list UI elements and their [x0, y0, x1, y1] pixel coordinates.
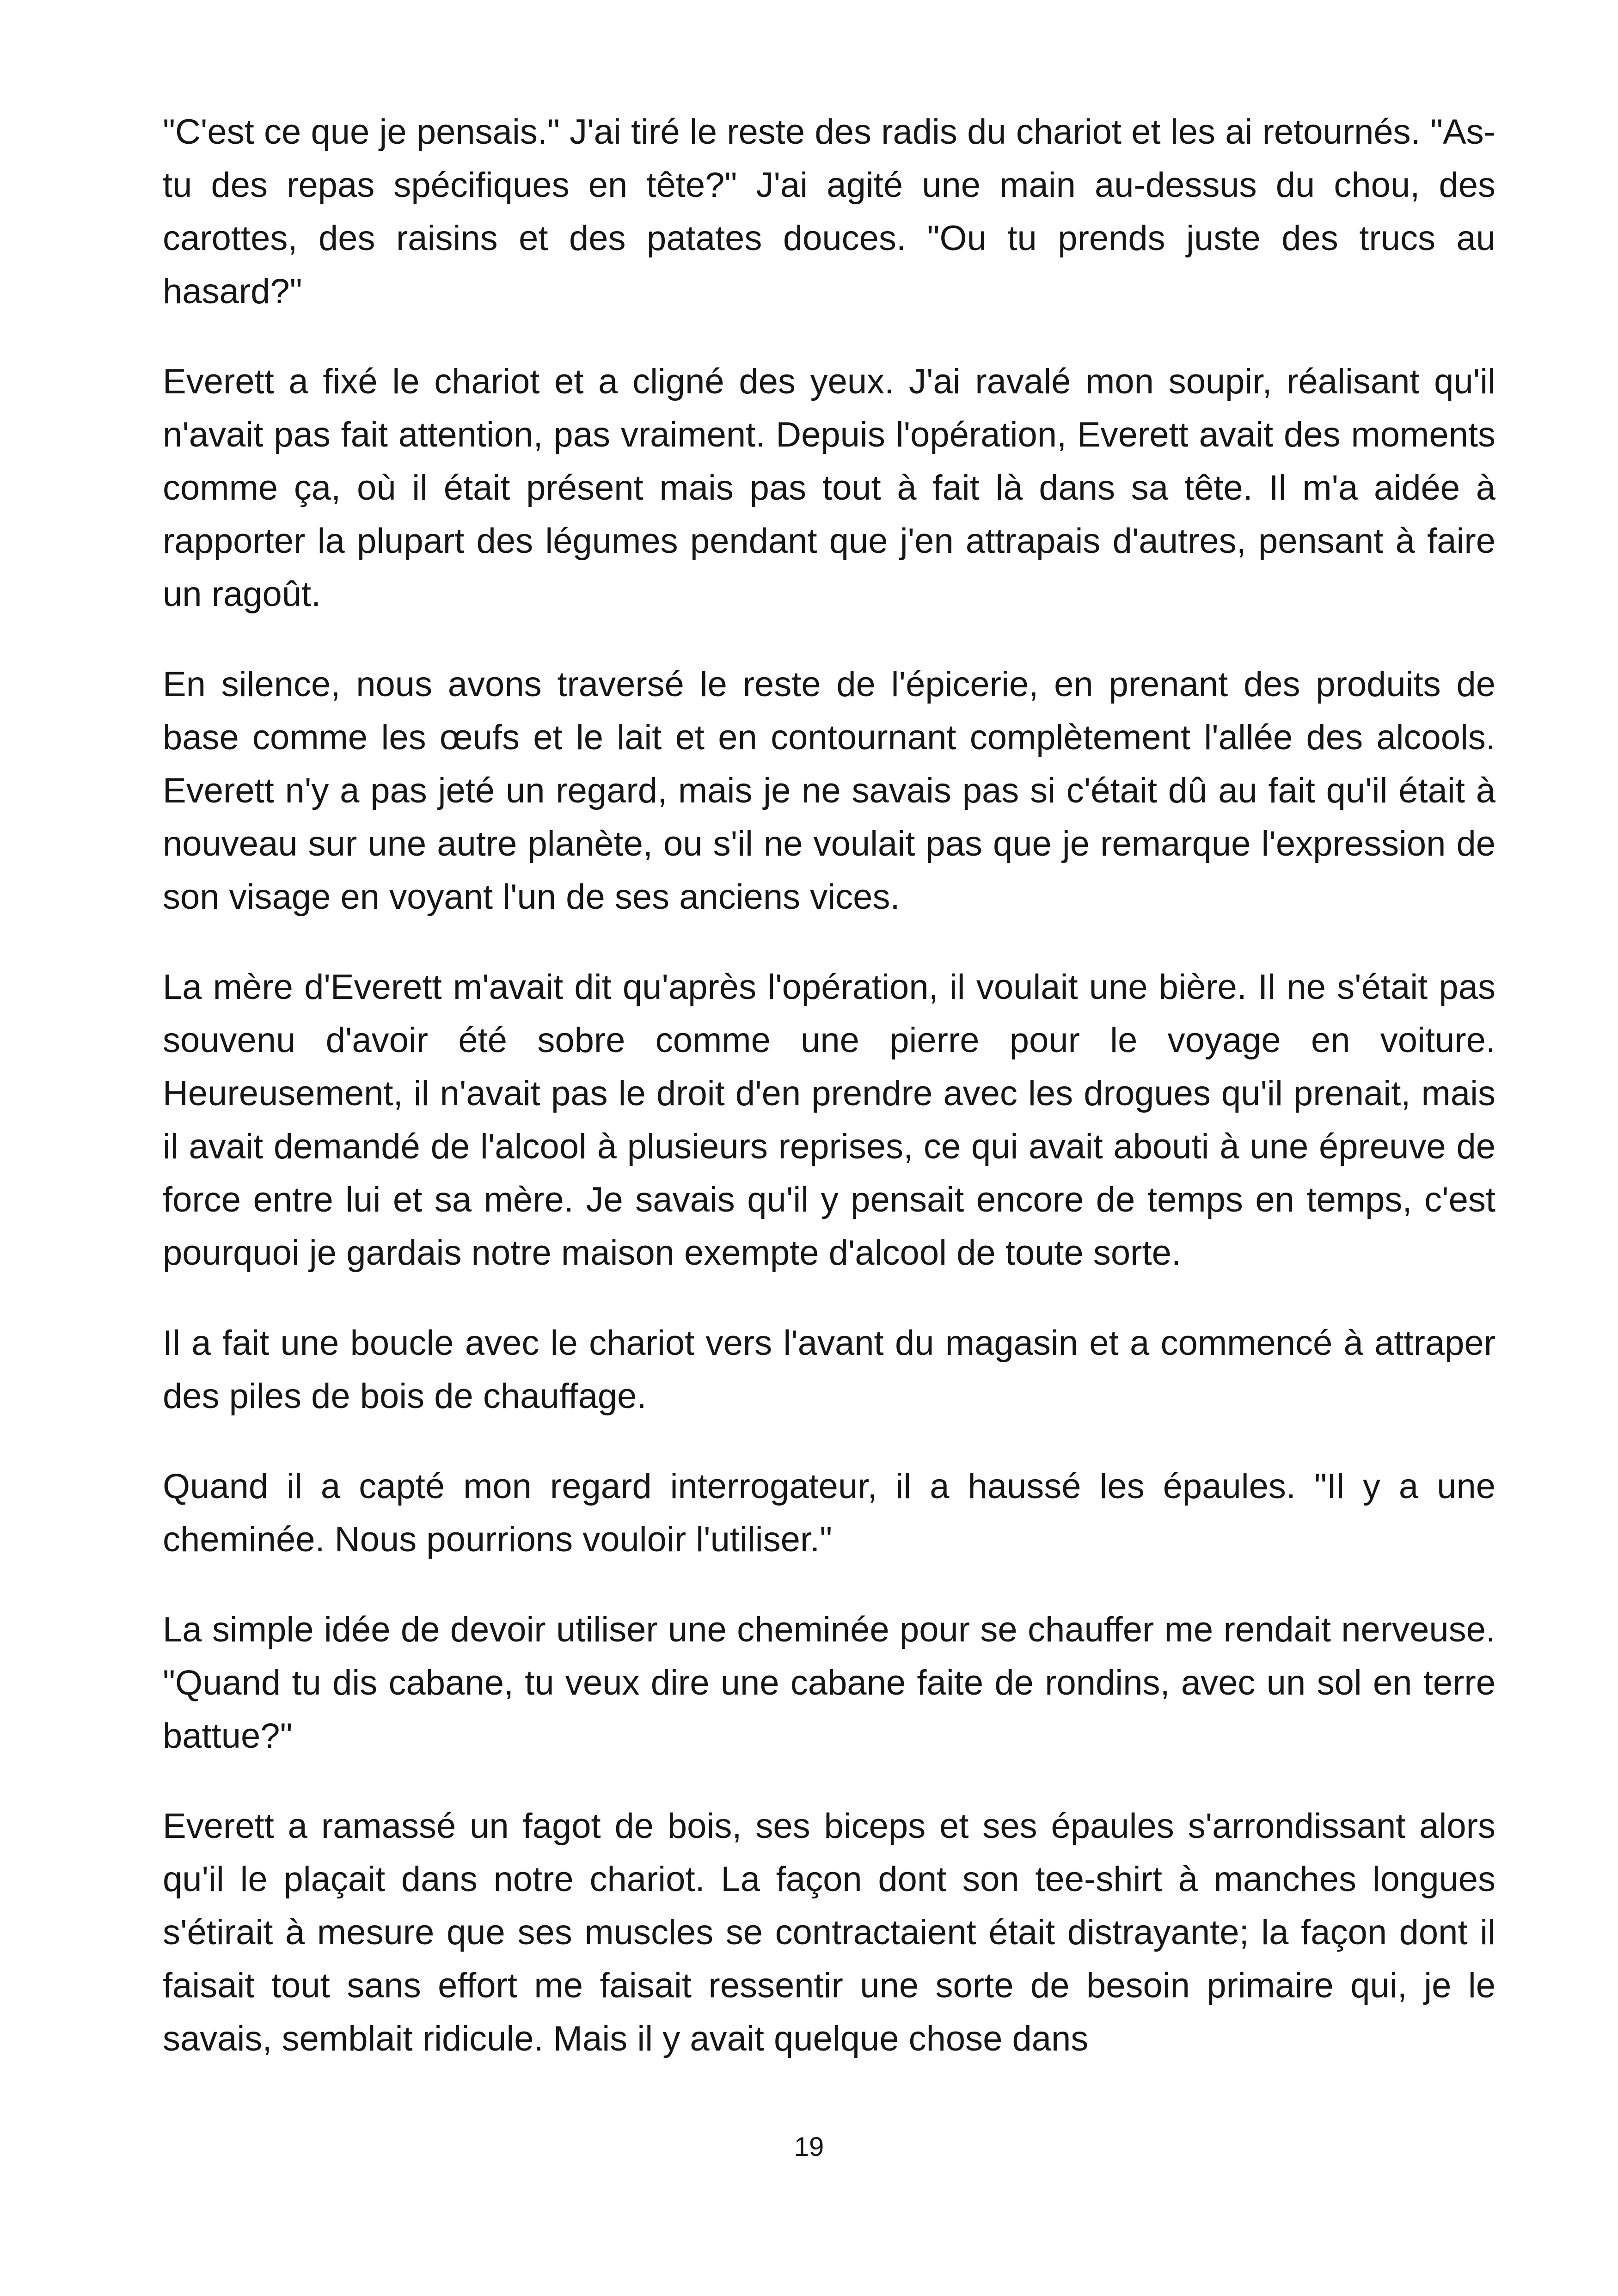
paragraph-7: La simple idée de devoir utiliser une cheminée pour se chauffer me rendait nerveuse. "Quand tu dis cabane, tu veux dire une cabane faite de rondins, avec un sol en terre battue?" [163, 1610, 1495, 1756]
paragraph-1: "C'est ce que je pensais." J'ai tiré le reste des radis du chariot et les ai retournés. "As-tu des repas spécifiques en tête?" J'ai agité une main au-dessus du chou, des carottes, des raisins et des patates douces. "Ou tu prends juste des trucs au hasard?" [163, 112, 1495, 311]
paragraph-4: La mère d'Everett m'avait dit qu'après l'opération, il voulait une bière. Il ne s'était pas souvenu d'avoir été sobre comme une pierre pour le voyage en voiture. Heureusement, il n'avait pas le droit d'en prendre avec les drogues qu'il prenait, mais il avait demandé de l'alcool à plusieurs reprises, ce qui avait abouti à une épreuve de force entre lui et sa mère. Je savais qu'il y pensait encore de temps en temps, c'est pourquoi je gardais notre maison exempte d'alcool de toute sorte. [163, 967, 1495, 1273]
paragraph-6: Quand il a capté mon regard interrogateur, il a haussé les épaules. "Il y a une cheminée. Nous pourrions vouloir l'utiliser." [163, 1467, 1495, 1559]
paragraph-3: En silence, nous avons traversé le reste de l'épicerie, en prenant des produits de base comme les œufs et le lait et en contournant complètement l'allée des alcools. Everett n'y a pas jeté un regard, mais je ne savais pas si c'était dû au fait qu'il était à nouveau sur une autre planète, ou s'il ne voulait pas que je remarque l'expression de son visage en voyant l'un de ses anciens vices. [163, 665, 1495, 917]
body-text [163, 105, 1495, 2065]
paragraph-5: Il a fait une boucle avec le chariot vers l'avant du magasin et a commencé à attraper des piles de bois de chauffage. [163, 1323, 1495, 1416]
page-number: 19 [794, 2132, 824, 2162]
paragraph-2: Everett a fixé le chariot et a cligné des yeux. J'ai ravalé mon soupir, réalisant qu'il n'avait pas fait attention, pas vraiment. Depuis l'opération, Everett avait des moments comme ça, où il était présent mais pas tout à fait là dans sa tête. Il m'a aidée à rapporter la plupart des légumes pendant que j'en attrapais d'autres, pensant à faire un ragoût. [163, 362, 1495, 614]
paragraph-8: Everett a ramassé un fagot de bois, ses biceps et ses épaules s'arrondissant alors qu'il le plaçait dans notre chariot. La façon dont son tee-shirt à manches longues s'étirait à mesure que ses muscles se contractaient était distrayante; la façon dont il faisait tout sans effort me faisait ressentir une sorte de besoin primaire qui, je le savais, semblait ridicule. Mais il y avait quelque chose dans [163, 1806, 1495, 2058]
